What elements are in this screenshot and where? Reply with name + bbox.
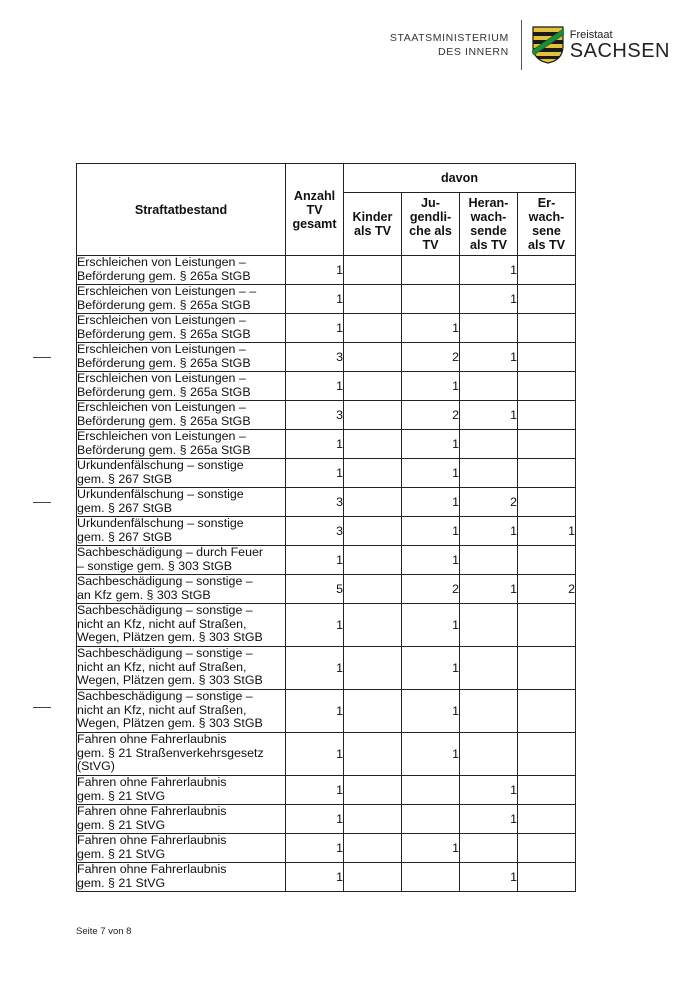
saxony-coat-of-arms-icon <box>532 26 564 64</box>
offense-cell <box>77 546 286 575</box>
offense-line: – sonstige gem. § 303 StGB <box>77 558 232 573</box>
offense-line: Sachbeschädigung – sonstige – <box>77 689 253 703</box>
juveniles-cell <box>402 863 460 892</box>
header-adolescents-line: Heran- <box>468 196 509 210</box>
state-name <box>570 30 670 61</box>
header-total-line: TV <box>306 202 323 217</box>
offense-line: Fahren ohne Fahrerlaubnis <box>77 775 227 789</box>
children-cell <box>344 863 402 892</box>
adults-cell: 2 <box>518 575 576 604</box>
header-adults <box>518 193 576 256</box>
offense-line: Erschleichen von Leistungen – <box>77 371 246 385</box>
offense-cell <box>77 690 286 733</box>
adolescents-cell <box>460 430 518 459</box>
offense-line: Erschleichen von Leistungen – <box>77 429 246 443</box>
header-adults-line: Er- <box>537 196 556 210</box>
adolescents-cell: 1 <box>460 776 518 805</box>
header-adults-line: als TV <box>527 238 566 252</box>
table-row <box>77 604 576 647</box>
total-cell: 1 <box>286 256 344 285</box>
juveniles-cell: 1 <box>402 372 460 401</box>
offense-line: Urkundenfälschung – sonstige <box>77 458 244 472</box>
adolescents-cell: 1 <box>460 256 518 285</box>
total-cell: 1 <box>286 733 344 776</box>
adults-cell <box>518 401 576 430</box>
offense-cell <box>77 314 286 343</box>
total-cell: 1 <box>286 805 344 834</box>
juveniles-cell: 1 <box>402 430 460 459</box>
state-name-large: SACHSEN <box>569 39 670 62</box>
total-cell: 1 <box>286 647 344 690</box>
adolescents-cell: 1 <box>460 517 518 546</box>
juveniles-cell <box>402 256 460 285</box>
table-row <box>77 805 576 834</box>
total-cell: 1 <box>286 690 344 733</box>
offense-cell <box>77 430 286 459</box>
children-cell <box>344 430 402 459</box>
header-adults-line: sene <box>532 224 561 238</box>
offense-line: Wegen, Plätzen gem. § 303 StGB <box>77 630 263 644</box>
offense-line: Wegen, Plätzen gem. § 303 StGB <box>77 673 263 687</box>
adults-cell <box>518 604 576 647</box>
header-offense: Straftatbestand <box>77 164 286 256</box>
offense-line: gem. § 267 StGB <box>77 471 173 486</box>
total-cell: 1 <box>286 546 344 575</box>
adults-cell <box>518 285 576 314</box>
table-row <box>77 459 576 488</box>
header-total-line: gesamt <box>292 216 337 231</box>
table-row <box>77 488 576 517</box>
juveniles-cell: 1 <box>402 517 460 546</box>
children-cell <box>344 372 402 401</box>
offense-line: Sachbeschädigung – sonstige – <box>77 646 253 660</box>
juveniles-cell: 1 <box>402 690 460 733</box>
offense-line: Sachbeschädigung – durch Feuer <box>77 545 263 559</box>
table-row <box>77 733 576 776</box>
adolescents-cell: 1 <box>460 575 518 604</box>
offense-cell <box>77 401 286 430</box>
children-cell <box>344 834 402 863</box>
adolescents-cell <box>460 372 518 401</box>
header-juveniles-line: gendli- <box>409 210 452 224</box>
table-row <box>77 776 576 805</box>
offense-cell <box>77 256 286 285</box>
offense-line: Beförderung gem. § 265a StGB <box>77 413 251 428</box>
adults-cell <box>518 372 576 401</box>
header-juveniles-line: che als <box>409 224 452 238</box>
total-cell: 1 <box>286 604 344 647</box>
offense-cell <box>77 285 286 314</box>
adolescents-cell: 1 <box>460 401 518 430</box>
juveniles-cell: 1 <box>402 733 460 776</box>
offense-cell <box>77 488 286 517</box>
adults-cell <box>518 488 576 517</box>
adults-cell <box>518 805 576 834</box>
children-cell <box>344 604 402 647</box>
children-cell <box>344 459 402 488</box>
total-cell: 1 <box>286 776 344 805</box>
offense-line: Beförderung gem. § 265a StGB <box>77 268 251 283</box>
adolescents-cell <box>460 604 518 647</box>
children-cell <box>344 647 402 690</box>
offense-line: an Kfz gem. § 303 StGB <box>77 587 211 602</box>
header-total <box>286 164 344 256</box>
children-cell <box>344 733 402 776</box>
offense-line: Fahren ohne Fahrerlaubnis <box>77 804 227 818</box>
juveniles-cell: 1 <box>402 604 460 647</box>
adolescents-cell: 1 <box>460 343 518 372</box>
adolescents-cell <box>460 834 518 863</box>
offense-line: Fahren ohne Fahrerlaubnis <box>77 732 227 746</box>
header-total-line: Anzahl <box>293 188 336 203</box>
header-adolescents-line: als TV <box>469 238 508 252</box>
adults-cell <box>518 459 576 488</box>
offense-line: gem. § 267 StGB <box>77 500 173 515</box>
offense-cell <box>77 459 286 488</box>
offense-cell <box>77 776 286 805</box>
offense-line: Urkundenfälschung – sonstige <box>77 516 244 530</box>
juveniles-cell: 1 <box>402 647 460 690</box>
juveniles-cell <box>402 285 460 314</box>
table-row <box>77 690 576 733</box>
offense-line: Wegen, Plätzen gem. § 303 StGB <box>77 716 263 730</box>
margin-mark <box>33 357 51 358</box>
adolescents-cell <box>460 546 518 575</box>
adolescents-cell: 1 <box>460 805 518 834</box>
offense-line: Beförderung gem. § 265a StGB <box>77 326 251 341</box>
header-juveniles <box>402 193 460 256</box>
table-row <box>77 647 576 690</box>
adults-cell <box>518 733 576 776</box>
total-cell: 1 <box>286 285 344 314</box>
adolescents-cell <box>460 690 518 733</box>
juveniles-cell: 1 <box>402 546 460 575</box>
header-adolescents-line: sende <box>470 224 507 238</box>
total-cell: 3 <box>286 488 344 517</box>
margin-mark <box>33 707 51 708</box>
offense-cell <box>77 863 286 892</box>
adults-cell <box>518 834 576 863</box>
table-row <box>77 834 576 863</box>
juveniles-cell: 1 <box>402 834 460 863</box>
adults-cell: 1 <box>518 517 576 546</box>
offense-line: Beförderung gem. § 265a StGB <box>77 355 251 370</box>
offense-line: Erschleichen von Leistungen – <box>77 255 246 269</box>
total-cell: 3 <box>286 517 344 546</box>
table-row <box>77 546 576 575</box>
juveniles-cell: 2 <box>402 575 460 604</box>
adults-cell <box>518 690 576 733</box>
offense-line: Beförderung gem. § 265a StGB <box>77 297 251 312</box>
offense-line: gem. § 21 StVG <box>77 846 166 861</box>
adults-cell <box>518 647 576 690</box>
offense-line: Sachbeschädigung – sonstige – <box>77 574 253 588</box>
header-children-line: als TV <box>353 224 392 238</box>
margin-mark <box>33 502 51 503</box>
table-row <box>77 256 576 285</box>
offense-line: Urkundenfälschung – sonstige <box>77 487 244 501</box>
adolescents-cell <box>460 647 518 690</box>
offense-line: nicht an Kfz, nicht auf Straßen, <box>77 702 247 717</box>
table-row <box>77 372 576 401</box>
adolescents-cell: 2 <box>460 488 518 517</box>
header-juveniles-line: Ju- <box>421 196 440 210</box>
children-cell <box>344 776 402 805</box>
header-children-line: Kinder <box>352 210 393 224</box>
offense-cell <box>77 372 286 401</box>
offense-line: Fahren ohne Fahrerlaubnis <box>77 862 227 876</box>
total-cell: 1 <box>286 459 344 488</box>
children-cell <box>344 285 402 314</box>
total-cell: 3 <box>286 343 344 372</box>
children-cell <box>344 314 402 343</box>
table-body <box>77 256 576 892</box>
header-juveniles-line: TV <box>422 238 439 252</box>
table-row <box>77 517 576 546</box>
adults-cell <box>518 314 576 343</box>
header-adults-line: wach- <box>528 210 565 224</box>
offense-line: Erschleichen von Leistungen – <box>77 342 246 356</box>
table-row <box>77 575 576 604</box>
offense-line: gem. § 21 StVG <box>77 875 166 890</box>
table-row <box>77 343 576 372</box>
juveniles-cell: 2 <box>402 343 460 372</box>
children-cell <box>344 690 402 733</box>
children-cell <box>344 575 402 604</box>
offense-cell <box>77 834 286 863</box>
offense-line: nicht an Kfz, nicht auf Straßen, <box>77 659 247 674</box>
offense-cell <box>77 604 286 647</box>
offense-line: Erschleichen von Leistungen – <box>77 400 246 414</box>
offense-line: Sachbeschädigung – sonstige – <box>77 603 253 617</box>
children-cell <box>344 256 402 285</box>
offense-line: gem. § 21 Straßenverkehrsgesetz <box>77 745 264 760</box>
header-adolescents <box>460 193 518 256</box>
offense-line: Erschleichen von Leistungen – <box>77 313 246 327</box>
adolescents-cell <box>460 314 518 343</box>
table-row <box>77 863 576 892</box>
offense-cell <box>77 647 286 690</box>
total-cell: 1 <box>286 314 344 343</box>
table-row <box>77 401 576 430</box>
adults-cell <box>518 546 576 575</box>
header-davon: davon <box>344 164 576 193</box>
table-row <box>77 430 576 459</box>
offense-cell <box>77 575 286 604</box>
children-cell <box>344 805 402 834</box>
children-cell <box>344 401 402 430</box>
ministry-line-1: STAATSMINISTERIUM <box>389 32 509 44</box>
total-cell: 3 <box>286 401 344 430</box>
adults-cell <box>518 776 576 805</box>
offense-line: gem. § 21 StVG <box>77 817 166 832</box>
total-cell: 1 <box>286 834 344 863</box>
adults-cell <box>518 430 576 459</box>
offense-line: (StVG) <box>77 759 115 773</box>
offense-statistics-table <box>76 163 576 892</box>
adolescents-cell <box>460 733 518 776</box>
offense-cell <box>77 343 286 372</box>
total-cell: 5 <box>286 575 344 604</box>
header-adolescents-line: wach- <box>470 210 507 224</box>
juveniles-cell: 1 <box>402 488 460 517</box>
offense-cell <box>77 805 286 834</box>
table-row <box>77 285 576 314</box>
offense-line: nicht an Kfz, nicht auf Straßen, <box>77 616 247 631</box>
offense-cell <box>77 733 286 776</box>
offense-line: gem. § 21 StVG <box>77 788 166 803</box>
page-number: Seite 7 von 8 <box>76 926 132 937</box>
header-children <box>344 193 402 256</box>
ministry-line-2: DES INNERN <box>438 46 509 58</box>
total-cell: 1 <box>286 863 344 892</box>
offense-line: Fahren ohne Fahrerlaubnis <box>77 833 227 847</box>
offense-line: gem. § 267 StGB <box>77 529 173 544</box>
children-cell <box>344 546 402 575</box>
table-row <box>77 314 576 343</box>
state-name-small: Freistaat <box>569 28 613 41</box>
total-cell: 1 <box>286 430 344 459</box>
offense-line: Beförderung gem. § 265a StGB <box>77 442 251 457</box>
juveniles-cell: 2 <box>402 401 460 430</box>
adolescents-cell: 1 <box>460 285 518 314</box>
total-cell: 1 <box>286 372 344 401</box>
juveniles-cell: 1 <box>402 459 460 488</box>
ministry-name <box>390 31 521 59</box>
juveniles-cell <box>402 805 460 834</box>
offense-line: Erschleichen von Leistungen – – <box>77 284 257 298</box>
adults-cell <box>518 343 576 372</box>
letterhead <box>390 20 670 70</box>
adults-cell <box>518 256 576 285</box>
adolescents-cell: 1 <box>460 863 518 892</box>
children-cell <box>344 343 402 372</box>
juveniles-cell <box>402 776 460 805</box>
adolescents-cell <box>460 459 518 488</box>
offense-line: Beförderung gem. § 265a StGB <box>77 384 251 399</box>
offense-cell <box>77 517 286 546</box>
adults-cell <box>518 863 576 892</box>
children-cell <box>344 488 402 517</box>
juveniles-cell: 1 <box>402 314 460 343</box>
letterhead-divider <box>521 20 522 70</box>
children-cell <box>344 517 402 546</box>
